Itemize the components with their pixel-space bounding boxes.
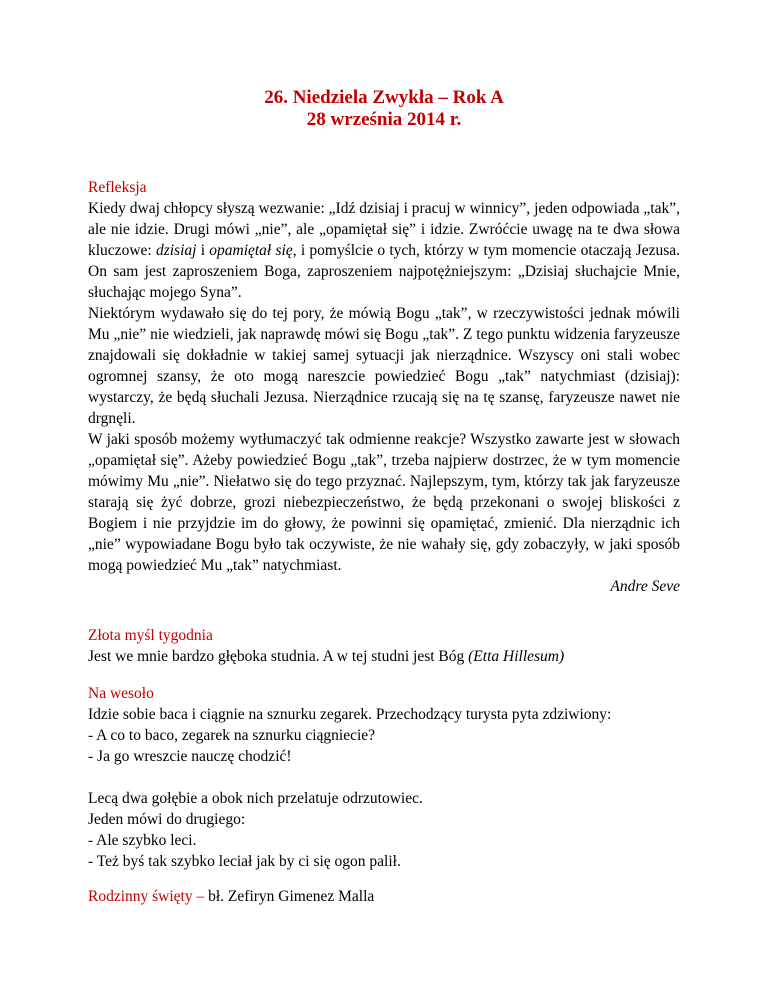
joke-2-line: Jeden mówi do drugiego: xyxy=(88,811,246,828)
page-title: 26. Niedziela Zwykła – Rok A xyxy=(264,87,504,108)
joke-1-line: - A co to baco, zegarek na sznurku ciągniecie? xyxy=(88,727,376,744)
reflection-section xyxy=(88,177,680,597)
family-saint-heading: Rodzinny święty xyxy=(88,888,193,905)
page-date: 28 września 2014 r. xyxy=(306,109,462,130)
golden-thought-text: Jest we mnie bardzo głęboka studnia. A w tej studni jest Bóg (Etta Hillesum) xyxy=(88,648,565,665)
golden-thought-section xyxy=(88,625,680,667)
reflection-paragraph-3: W jaki sposób możemy wytłumaczyć tak odmienne reakcje? Wszystko zawarte jest w słowach „opamiętał się”. Ażeby powiedzieć Bogu „tak”, trzeba najpierw dostrzec, że w tym momencie mówimy Mu „nie”. Niełatwo się do tego przyznać. Najlepszym, tym, którzy tak jak faryzeusze starają się żyć dobrze, grozi niebezpieczeństwo, że będą przekonani o swojej bliskości z Bogiem i nie przyjdzie im do głowy, że powinni się opamiętać, zmienić. Dla nierządnic ich „nie” wypowiadane Bogu było tak oczywiste, że nie wahały się, gdy zobaczyły, w jaki sposób mogą powiedzieć Mu „tak” natychmiast. xyxy=(88,431,680,574)
keyword-dzisiaj: dzisiaj xyxy=(155,242,197,259)
joke-1-line: - Ja go wreszcie nauczę chodzić! xyxy=(88,748,292,765)
joke-1-line: Idzie sobie baca i ciągnie na sznurku zegarek. Przechodzący turysta pyta zdziwiony: xyxy=(88,706,612,723)
golden-thought-heading: Złota myśl tygodnia xyxy=(88,627,213,644)
reflection-author: Andre Seve xyxy=(610,578,680,595)
family-saint-name: bł. Zefiryn Gimenez Malla xyxy=(208,888,375,905)
reflection-paragraph-2: Niektórym wydawało się do tej pory, że mówią Bogu „tak”, w rzeczywistości jednak mówili Mu „nie” nie wiedzieli, jak naprawdę mówi się Bogu „tak”. Z tego punktu widzenia faryzeusze znajdowali się dokładnie w takiej samej sytuacji jak nierządnice. Wszyscy oni stali wobec ogromnej szansy, że oto mogą nareszcie powiedzieć Bogu „tak” natychmiast (dzisiaj): wystarczy, że będą słuchali Jezusa. Nierządnice rzucają się na tę szansę, faryzeusze nawet nie drgnęli. xyxy=(88,305,680,427)
reflection-paragraph-1: Kiedy dwaj chłopcy słyszą wezwanie: „Idź dzisiaj i pracuj w winnicy”, jeden odpowiada „tak”, ale nie idzie. Drugi mówi „nie”, ale „opamiętał się” i idzie. Zwróćcie uwagę na te dwa słowa kluczowe: dzisiaj i opamiętał się, i pomyślcie o tych, którzy w tym momencie otaczają Jezusa. On sam jest zaproszeniem Boga, zaproszeniem najpotężniejszym: „Dzisiaj słuchajcie Mnie, słuchając mojego Syna”. xyxy=(88,200,680,301)
reflection-heading: Refleksja xyxy=(88,179,147,196)
family-saint-line: Rodzinny święty – bł. Zefiryn Gimenez Malla xyxy=(88,888,375,905)
joke-2-line: - Ale szybko leci. xyxy=(88,832,197,849)
golden-thought-source: (Etta Hillesum) xyxy=(468,648,565,665)
joke-2-line: - Też byś tak szybko leciał jak by ci się ogon palił. xyxy=(88,853,401,870)
keyword-opamietal: opamiętał się xyxy=(209,242,293,259)
family-saint-section xyxy=(88,886,680,907)
joke-2-line: Lecą dwa gołębie a obok nich przelatuje odrzutowiec. xyxy=(88,790,423,807)
humor-section xyxy=(88,683,680,872)
humor-heading: Na wesoło xyxy=(88,685,154,702)
